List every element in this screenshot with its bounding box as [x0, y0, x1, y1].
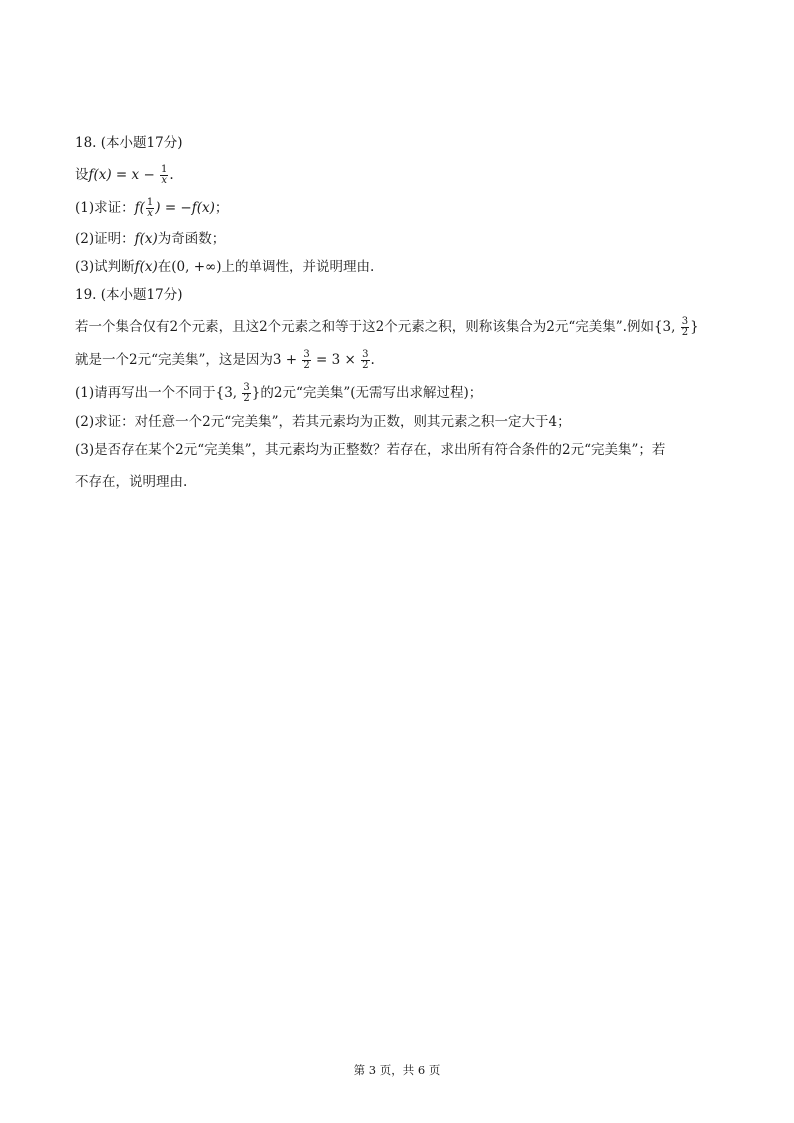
q18-p3-prefix: (3)试判断: [75, 259, 135, 275]
q18-p3-interval: (0, +∞): [171, 259, 222, 275]
q19-intro2-frac1-den: 2: [303, 360, 310, 371]
q19-intro-line1: [75, 317, 725, 338]
q19-p1-fraction: [242, 383, 250, 404]
q19-part3-line2: 不存在，说明理由.: [75, 474, 188, 490]
q19-intro-set-close: }: [690, 319, 699, 335]
q18-p1-frac-num: 1: [146, 197, 154, 208]
page-content: [75, 133, 725, 492]
q19-intro2-frac1-num: 3: [303, 349, 310, 360]
q19-header: 19. (本小题17分): [75, 287, 183, 303]
q18-def-prefix: 设: [75, 167, 89, 183]
q18-part3: [75, 257, 725, 277]
q18-p2-prefix: (2)证明：: [75, 231, 135, 247]
q18-definition: [75, 165, 725, 186]
q19-p1-set-close: }: [251, 385, 261, 401]
q18-p2-math: f(x): [134, 231, 158, 247]
q18-def-frac-num: 1: [161, 164, 168, 175]
q19-intro2-prefix: 就是一个2元“完美集”，这是因为: [75, 352, 273, 368]
q18-p3-rest: 上的单调性，并说明理由.: [221, 259, 375, 275]
q19-p1-set-open: {3,: [215, 385, 242, 401]
q18-p1-prefix: (1)求证：: [75, 200, 135, 216]
q19-intro-text: 若一个集合仅有2个元素，且这2个元素之和等于这2个元素之积，则称该集合为2元“完美集”.例如: [75, 319, 654, 335]
q18-p2-rest: 为奇函数；: [157, 231, 226, 247]
q19-intro-frac-den: 2: [681, 327, 689, 338]
q19-part1: [75, 383, 725, 404]
q19-part2: (2)求证：对任意一个2元“完美集”，若其元素均为正数，则其元素之积一定大于4；: [75, 414, 571, 430]
q18-header: 18. (本小题17分): [75, 135, 183, 151]
q19-part3-line1: (3)是否存在某个2元“完美集”，其元素均为正整数？若存在，求出所有符合条件的2元“完美集”；若: [75, 442, 666, 458]
q18-p1-fraction: [146, 198, 154, 219]
q19-intro2-fraction1: [302, 350, 310, 371]
q19-intro2-frac2-num: 3: [362, 349, 369, 360]
q19-intro-fraction: [681, 317, 689, 338]
page-footer: 第 3 页，共 6 页: [353, 1063, 441, 1077]
q19-p1-prefix: (1)请再写出一个不同于: [75, 385, 216, 401]
q19-intro2-fraction2: [361, 350, 369, 371]
q19-p1-frac-num: 3: [243, 382, 250, 393]
q18-def-frac-den: x: [161, 175, 168, 186]
q18-p3-mid: 在: [157, 259, 172, 275]
q18-part2: [75, 229, 725, 249]
q18-p3-math: f(x): [134, 259, 158, 275]
q18-def-lhs: f(x) = x −: [88, 167, 160, 183]
q19-p1-rest: 的2元“完美集”(无需写出求解过程)；: [260, 385, 483, 401]
q19-intro-frac-num: 3: [681, 316, 689, 327]
q18-p1-f: f(: [134, 200, 145, 216]
q18-def-end: .: [169, 167, 174, 183]
q18-p1-frac-den: x: [147, 208, 153, 219]
q19-intro-line2: [75, 350, 725, 371]
q19-intro2-end: .: [370, 352, 375, 368]
q18-def-fraction: [160, 165, 168, 186]
q19-p1-frac-den: 2: [243, 393, 250, 404]
q18-p1-end: ；: [214, 200, 229, 216]
q19-intro2-a: 3 +: [272, 352, 302, 368]
q19-intro-set-open: {3,: [653, 319, 680, 335]
q18-p1-rest: ) = −f(x): [155, 200, 215, 216]
q18-part1: [75, 198, 725, 219]
q19-intro2-b: = 3 ×: [311, 352, 361, 368]
q19-intro2-frac2-den: 2: [362, 360, 369, 371]
